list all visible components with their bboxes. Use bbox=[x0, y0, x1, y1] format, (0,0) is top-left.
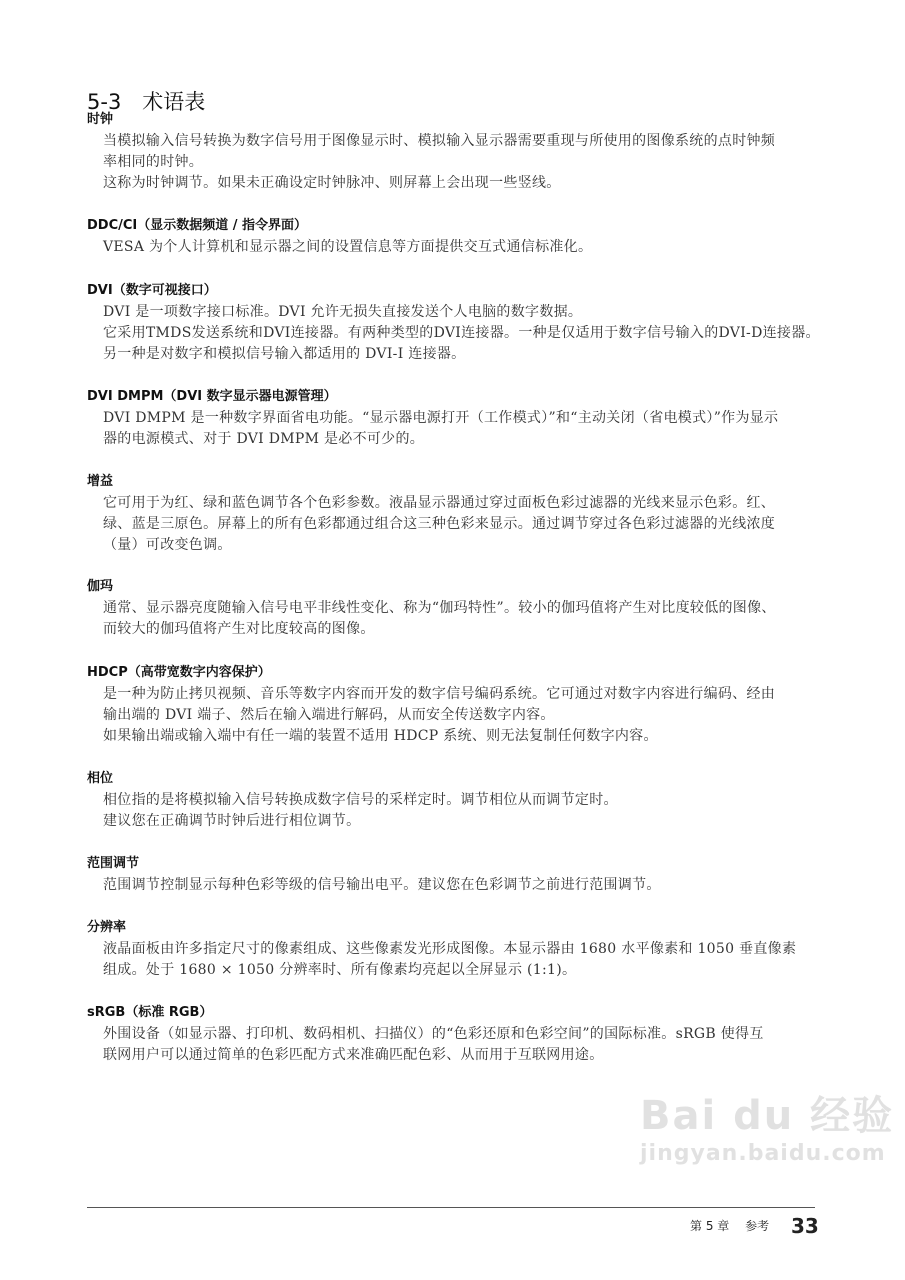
footer-section: 参考 bbox=[745, 1219, 770, 1233]
entry-definition-line: 联网用户可以通过简单的色彩匹配方式来准确匹配色彩、从而用于互联网用途。 bbox=[103, 1047, 604, 1063]
footer-chapter: 第 5 章 bbox=[690, 1219, 730, 1233]
entry-definition-line: 而较大的伽玛值将产生对比度较高的图像。 bbox=[103, 621, 375, 637]
entry-term: DDC/CI（显示数据频道 / 指令界面） bbox=[87, 218, 308, 233]
entry-definition-line: 另一种是对数字和模拟信号输入都适用的 DVI-I 连接器。 bbox=[103, 346, 466, 362]
entry-definition-line: 率相同的时钟。 bbox=[103, 154, 204, 170]
entry-definition-line: 如果输出端或输入端中有任一端的装置不适用 HDCP 系统、则无法复制任何数字内容。 bbox=[103, 728, 658, 744]
entry-term: 增益 bbox=[87, 474, 114, 489]
entry-definition-line: VESA 为个人计算机和显示器之间的设置信息等方面提供交互式通信标准化。 bbox=[103, 239, 593, 255]
entry-term: DVI（数字可视接口） bbox=[87, 283, 217, 298]
footer-divider bbox=[87, 1207, 815, 1208]
watermark-url: jingyan.baidu.com bbox=[640, 1141, 886, 1166]
baidu-watermark bbox=[640, 1092, 894, 1168]
entry-term: 相位 bbox=[87, 771, 114, 786]
entry-term: DVI DMPM（DVI 数字显示器电源管理） bbox=[87, 389, 337, 404]
entry-term: HDCP（高带宽数字内容保护） bbox=[87, 665, 271, 680]
glossary-entry bbox=[87, 662, 827, 747]
glossary-entry bbox=[87, 386, 827, 450]
watermark-logo: Bai du 经验 bbox=[640, 1093, 895, 1139]
entry-term: 分辨率 bbox=[87, 920, 127, 935]
glossary-entry bbox=[87, 576, 827, 640]
entry-definition-line: DVI 是一项数字接口标准。DVI 允许无损失直接发送个人电脑的数字数据。 bbox=[103, 304, 583, 320]
entry-definition-line: 它采用TMDS发送系统和DVI连接器。有两种类型的DVI连接器。一种是仅适用于数字信号输入的DVI-D连接器。 bbox=[103, 325, 820, 341]
page-number: 33 bbox=[790, 1214, 819, 1238]
glossary-entry bbox=[87, 280, 827, 365]
entry-definition-line: 是一种为防止拷贝视频、音乐等数字内容而开发的数字信号编码系统。它可通过对数字内容进行编码、经由 bbox=[103, 686, 776, 702]
glossary-entry bbox=[87, 768, 827, 832]
entry-definition-line: 这称为时钟调节。如果未正确设定时钟脉冲、则屏幕上会出现一些竖线。 bbox=[103, 175, 561, 191]
entry-definition-line: 外围设备（如显示器、打印机、数码相机、扫描仪）的“色彩还原和色彩空间”的国际标准。sRGB 使得互 bbox=[103, 1026, 764, 1042]
entry-term: 时钟 bbox=[87, 112, 114, 127]
glossary-entry bbox=[87, 853, 827, 896]
page-title: 5-3 术语表 bbox=[87, 90, 206, 114]
glossary-entry bbox=[87, 917, 827, 981]
entry-definition-line: 当模拟输入信号转换为数字信号用于图像显示时、模拟输入显示器需要重现与所使用的图像系统的点时钟频 bbox=[103, 133, 776, 149]
entry-definition-line: 通常、显示器亮度随输入信号电平非线性变化、称为“伽玛特性”。较小的伽玛值将产生对比度较低的图像、 bbox=[103, 600, 776, 616]
entry-definition-line: 器的电源模式、对于 DVI DMPM 是必不可少的。 bbox=[103, 431, 425, 447]
entry-definition-line: 相位指的是将模拟输入信号转换成数字信号的采样定时。调节相位从而调节定时。 bbox=[103, 792, 618, 808]
entry-definition-line: （量）可改变色调。 bbox=[103, 537, 232, 553]
glossary-entry bbox=[87, 1002, 827, 1066]
glossary-entry bbox=[87, 215, 827, 258]
entry-definition-line: 它可用于为红、绿和蓝色调节各个色彩参数。液晶显示器通过穿过面板色彩过滤器的光线来显示色彩。红、 bbox=[103, 495, 776, 511]
entry-term: 范围调节 bbox=[87, 856, 140, 871]
entry-term: sRGB（标准 RGB） bbox=[87, 1005, 213, 1020]
entry-definition-line: 液晶面板由许多指定尺寸的像素组成、这些像素发光形成图像。本显示器由 1680 水平像素和 1050 垂直像素 bbox=[103, 941, 797, 957]
page-footer bbox=[690, 1214, 819, 1238]
entry-definition-line: DVI DMPM 是一种数字界面省电功能。“显示器电源打开（工作模式）”和“主动关闭（省电模式）”作为显示 bbox=[103, 410, 779, 426]
glossary-entry bbox=[87, 471, 827, 556]
glossary-entry bbox=[87, 109, 827, 194]
entry-definition-line: 绿、蓝是三原色。屏幕上的所有色彩都通过组合这三种色彩来显示。通过调节穿过各色彩过滤器的光线浓度 bbox=[103, 516, 776, 532]
entry-definition-line: 建议您在正确调节时钟后进行相位调节。 bbox=[103, 813, 361, 829]
entry-definition-line: 输出端的 DVI 端子、然后在输入端进行解码，从而安全传送数字内容。 bbox=[103, 707, 555, 723]
entry-definition-line: 组成。处于 1680 × 1050 分辨率时、所有像素均亮起以全屏显示 (1:1)。 bbox=[103, 962, 577, 978]
entry-term: 伽玛 bbox=[87, 579, 114, 594]
entry-definition-line: 范围调节控制显示每种色彩等级的信号输出电平。建议您在色彩调节之前进行范围调节。 bbox=[103, 877, 661, 893]
